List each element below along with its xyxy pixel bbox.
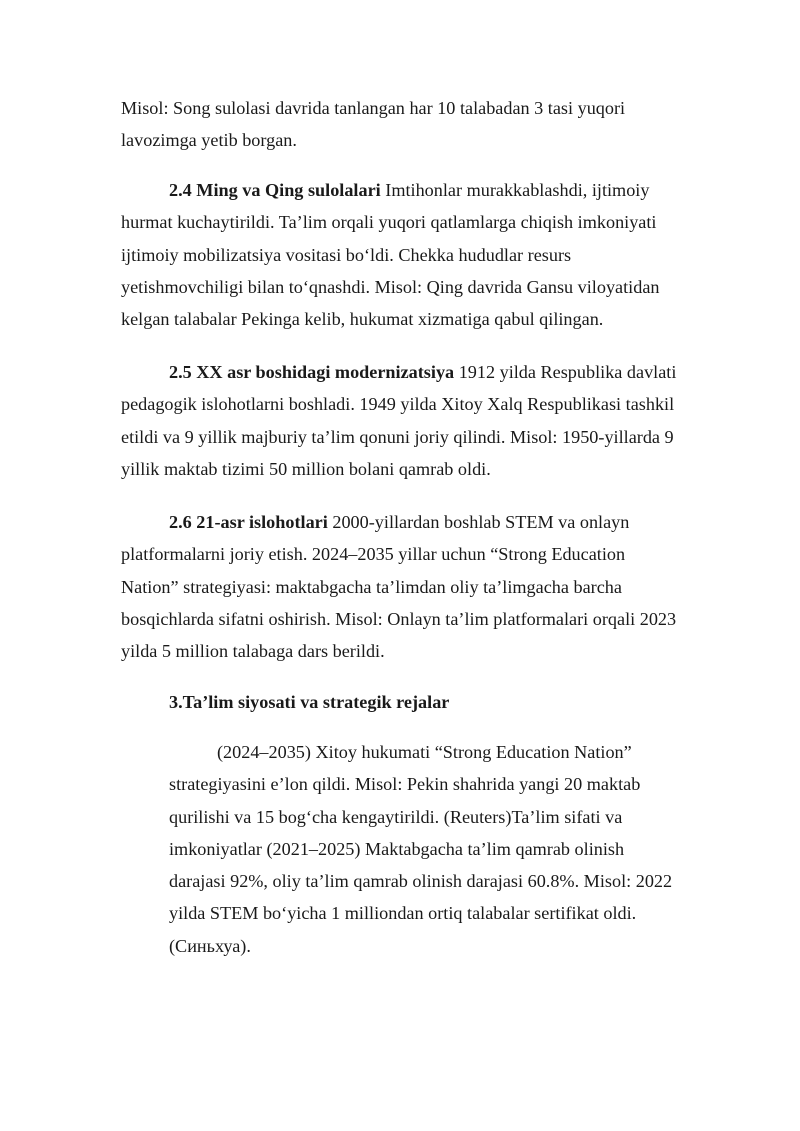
- paragraph-ming-qing: [121, 174, 683, 335]
- paragraph-text: (2024–2035) Xitoy hukumati “Strong Education Nation” strategiyasini e’lon qildi. Misol: Pekin shahrida yangi 20 maktab qurilishi va 15 bog‘cha kengaytirildi. (Reuters)Ta’lim sifati va imkoniyatlar (2021–2025) Maktabgacha ta’lim qamrab olinish darajasi 92%, oliy ta’lim qamrab olinish darajasi 60.8%. Misol: 2022 yilda STEM bo‘yicha 1 milliondan ortiq talabalar sertifikat oldi. (Синьхуа).: [169, 742, 673, 956]
- section-heading-2-5: 2.5 XX asr boshidagi modernizatsiya: [169, 362, 455, 382]
- paragraph-text: 2000-yillardan boshlab STEM va onlayn platformalarni joriy etish. 2024–2035 yillar uchun “Strong Education Nation” strategiyasi: maktabgacha ta’limdan oliy ta’limgacha barcha bosqichlarda sifatni oshirish. Misol: Onlayn ta’lim platformalari orqali 2023 yilda 5 million talabaga dars berildi.: [121, 512, 677, 662]
- paragraph-text: Imtihonlar murakkablashdi, ijtimoiy hurmat kuchaytirildi. Ta’lim orqali yuqori qatlamlarga chiqish imkoniyati ijtimoiy mobilizatsiya vositasi bo‘ldi. Chekka hududlar resurs yetishmovchiligi bilan to‘qnashdi. Misol: Qing davrida Gansu viloyatidan kelgan talabalar Pekinga kelib, hukumat xizmatiga qabul qilingan.: [121, 180, 660, 330]
- paragraph-song-example: [121, 92, 683, 157]
- paragraph-education-policy: [169, 736, 683, 962]
- paragraph-text: 1912 yilda Respublika davlati pedagogik islohotlarni boshladi. 1949 yilda Xitoy Xalq Respublikasi tashkil etildi va 9 yillik majburiy ta’lim qonuni joriy qilindi. Misol: 1950-yillarda 9 yillik maktab tizimi 50 million bolani qamrab oldi.: [121, 362, 677, 479]
- paragraph-text: Misol: Song sulolasi davrida tanlangan har 10 talabadan 3 tasi yuqori lavozimga yetib borgan.: [121, 98, 626, 151]
- section-heading-3: 3.Ta’lim siyosati va strategik rejalar: [169, 692, 450, 712]
- paragraph-modernization: [121, 356, 683, 485]
- section-heading-2-4: 2.4 Ming va Qing sulolalari: [169, 180, 381, 200]
- section-heading-2-6: 2.6 21-asr islohotlari: [169, 512, 328, 532]
- paragraph-21st-century: [121, 506, 683, 667]
